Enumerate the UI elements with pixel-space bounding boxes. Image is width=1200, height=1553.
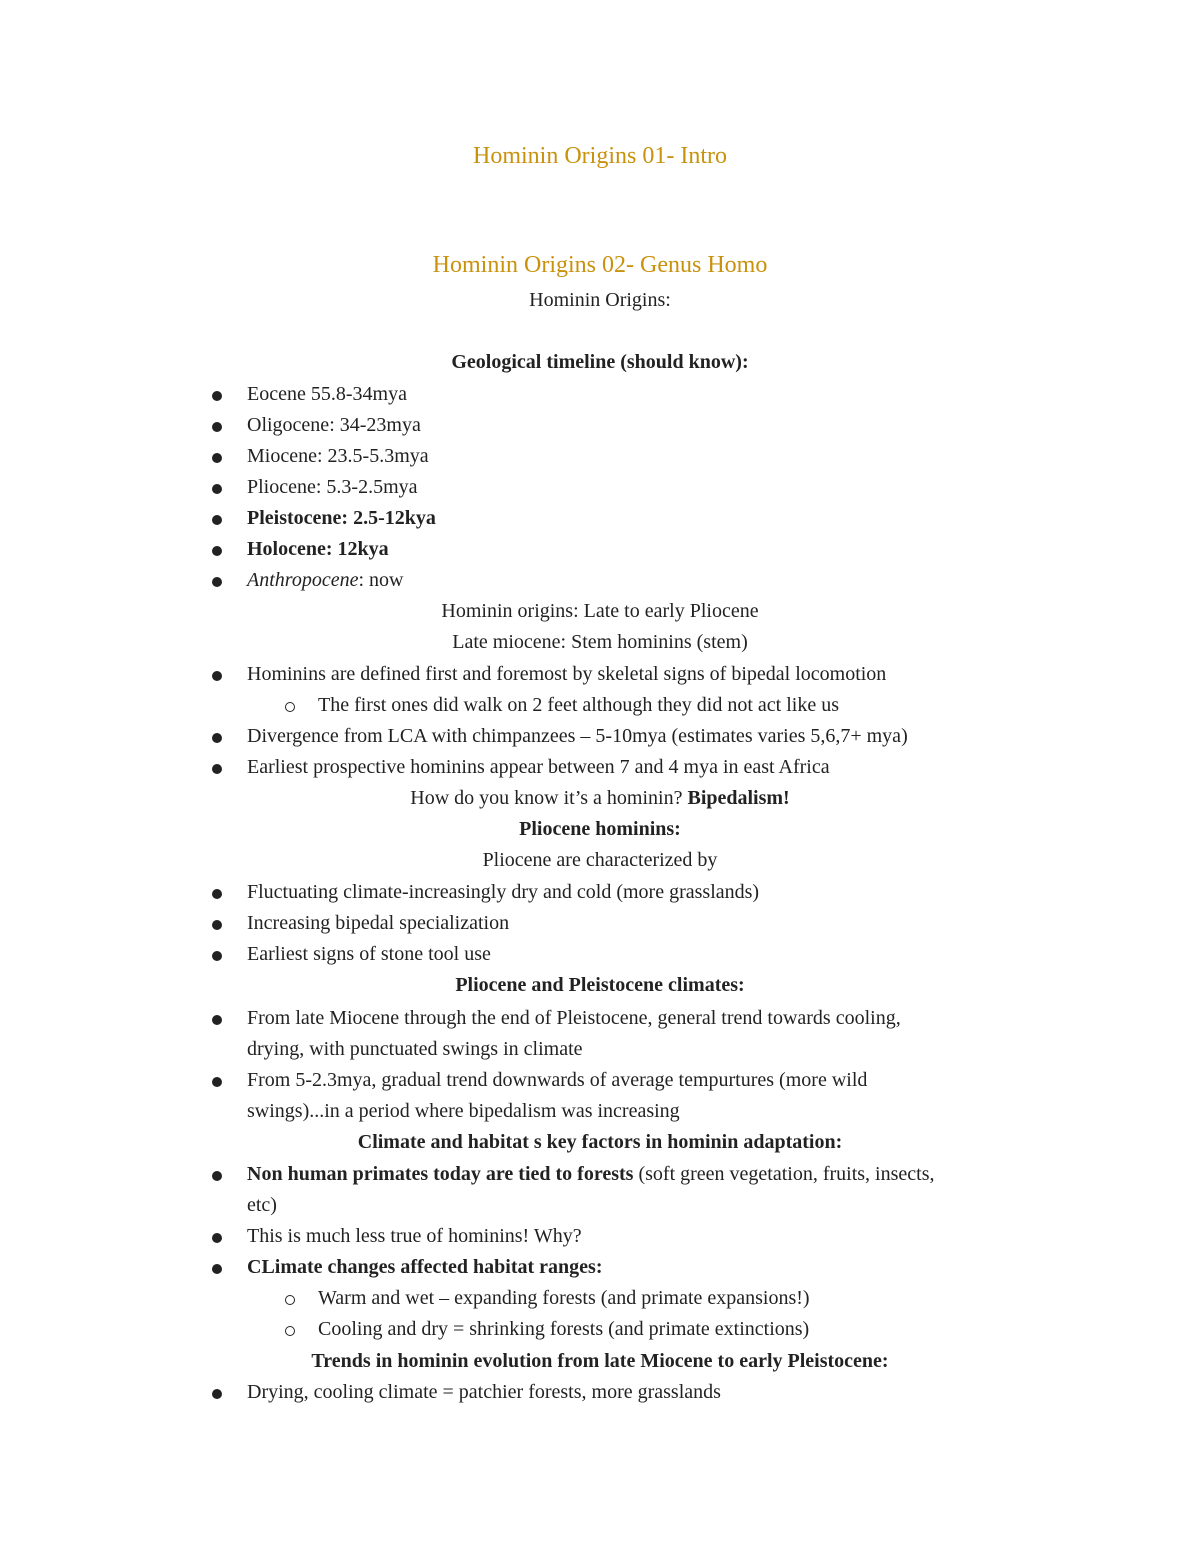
list-item: Oligocene: 34-23mya [247,414,421,436]
list-item: This is much less true of hominins! Why? [247,1225,582,1247]
bold-text: Non human primates today are tied to forests [247,1163,634,1185]
list-item [247,1159,935,1190]
rest-text: (soft green vegetation, fruits, insects, [633,1163,935,1185]
list-item: Increasing bipedal specialization [247,912,510,934]
bullet-icon [212,391,222,401]
origins-line: Hominin origins: Late to early Pliocene [441,600,759,622]
section-heading-geological: Geological timeline (should know): [451,351,749,373]
bullet-icon [212,422,222,432]
sub-list-item: Warm and wet – expanding forests (and primate expansions!) [318,1287,810,1309]
heading-intro: Hominin Origins 01- Intro [473,143,727,169]
bullet-icon [212,1171,222,1181]
list-item-continuation: etc) [247,1194,277,1216]
list-item: Pliocene: 5.3-2.5mya [247,476,418,498]
list-item [247,565,403,596]
bullet-icon [212,889,222,899]
list-item: Pleistocene: 2.5-12kya [247,507,436,529]
list-item: Holocene: 12kya [247,538,389,560]
list-item: Earliest signs of stone tool use [247,943,491,965]
pliocene-intro: Pliocene are characterized by [482,849,718,871]
section-heading-trends: Trends in hominin evolution from late Miocene to early Pleistocene: [311,1350,889,1372]
sub-bullet-icon [285,702,295,712]
sub-list-item: Cooling and dry = shrinking forests (and primate extinctions) [318,1318,810,1340]
bullet-icon [212,1077,222,1087]
list-item-continuation: drying, with punctuated swings in climate [247,1038,583,1060]
heading-genus-homo: Hominin Origins 02- Genus Homo [432,252,768,278]
list-item: Earliest prospective hominins appear between 7 and 4 mya in east Africa [247,756,830,778]
bullet-icon [212,515,222,525]
section-heading-pliocene: Pliocene hominins: [519,818,681,840]
bullet-icon [212,951,222,961]
section-heading-climates: Pliocene and Pleistocene climates: [455,974,745,996]
bullet-icon [212,546,222,556]
bullet-icon [212,484,222,494]
bullet-icon [212,1015,222,1025]
late-miocene-line: Late miocene: Stem hominins (stem) [452,631,748,653]
section-heading-habitat: Climate and habitat s key factors in hominin adaptation: [357,1131,843,1153]
bullet-icon [212,733,222,743]
list-item: Eocene 55.8-34mya [247,383,407,405]
question-text: How do you know it’s a hominin? [410,787,688,809]
list-item: Drying, cooling climate = patchier forests, more grasslands [247,1381,721,1403]
anthropocene-term: Anthropocene [247,569,359,591]
list-item: CLimate changes affected habitat ranges: [247,1256,603,1278]
list-item: Divergence from LCA with chimpanzees – 5-10mya (estimates varies 5,6,7+ mya) [247,725,908,747]
bullet-icon [212,1264,222,1274]
bullet-icon [212,920,222,930]
list-item: Fluctuating climate-increasingly dry and cold (more grasslands) [247,881,760,903]
bullet-icon [212,1389,222,1399]
bullet-icon [212,577,222,587]
subtitle: Hominin Origins: [529,289,671,311]
sub-bullet-icon [285,1295,295,1305]
bullet-icon [212,1233,222,1243]
list-item: Miocene: 23.5-5.3mya [247,445,429,467]
answer-text: Bipedalism! [687,787,790,809]
bullet-icon [212,764,222,774]
sub-bullet-icon [285,1326,295,1336]
sub-list-item: The first ones did walk on 2 feet although they did not act like us [318,694,839,716]
list-item: From 5-2.3mya, gradual trend downwards of average tempurtures (more wild [247,1069,868,1091]
anthropocene-rest: : now [358,569,404,591]
hominin-question [0,783,1200,814]
list-item-continuation: swings)...in a period where bipedalism was increasing [247,1100,680,1122]
list-item: Hominins are defined first and foremost by skeletal signs of bipedal locomotion [247,663,887,685]
bullet-icon [212,453,222,463]
bullet-icon [212,671,222,681]
list-item: From late Miocene through the end of Pleistocene, general trend towards cooling, [247,1007,901,1029]
